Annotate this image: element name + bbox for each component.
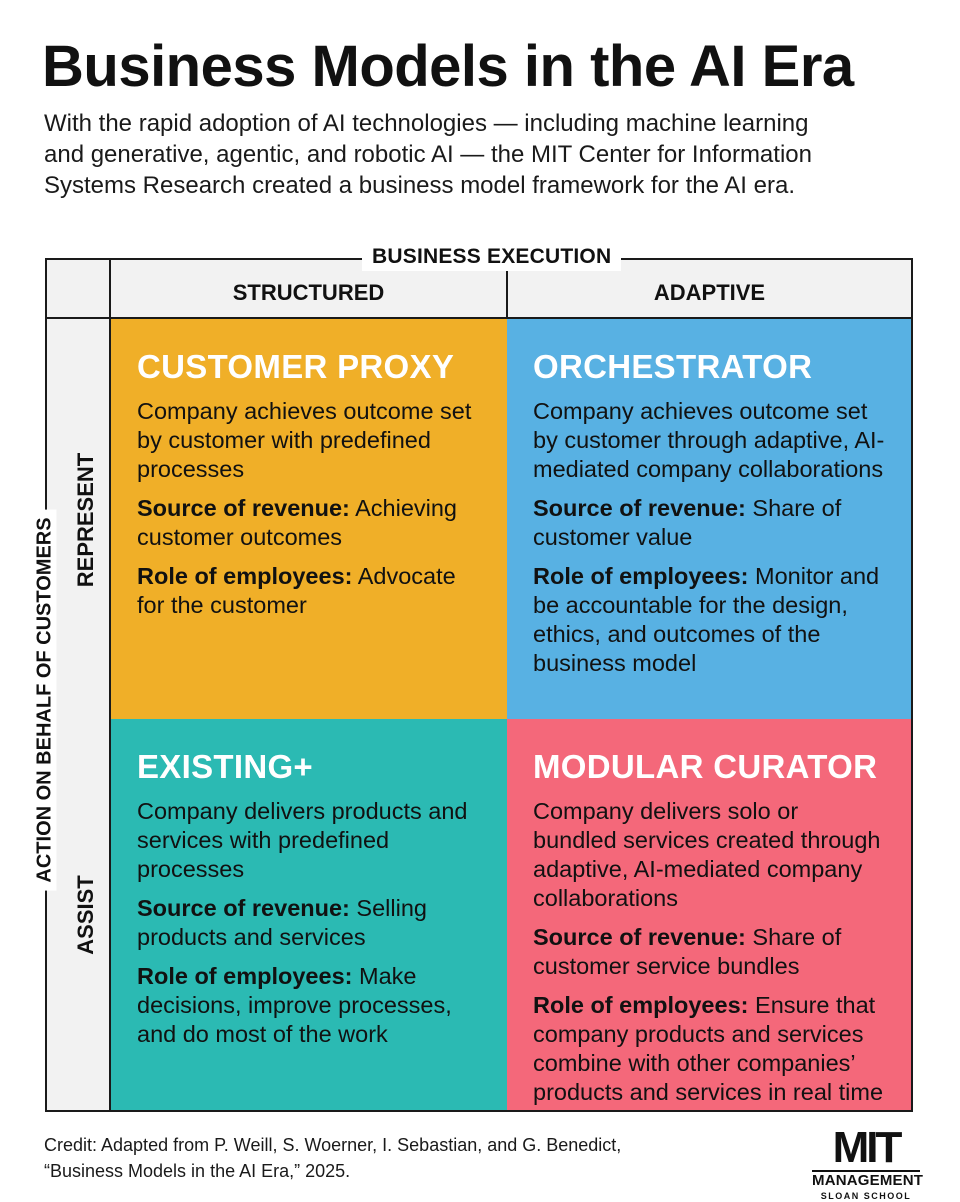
intro-line: Systems Research created a business model framework for the AI era. [44,172,795,199]
revenue-value: Share of customer service bundles [533,924,842,979]
revenue-value: Selling products and services [137,895,427,950]
quadrant-title: MODULAR CURATOR [533,748,878,785]
quadrant-employees [533,562,887,678]
quadrant-customer-proxy [111,319,507,719]
employees-value: Monitor and be accountable for the design, ethics, and outcomes of the business model [533,563,880,676]
quadrant-title: ORCHESTRATOR [533,348,813,385]
intro-line: With the rapid adoption of AI technologies — including machine learning [44,110,809,137]
revenue-label: Source of revenue: [533,924,746,950]
column-header-adaptive: ADAPTIVE [653,280,766,305]
revenue-value: Achieving customer outcomes [137,495,458,550]
mit-sloan-logo [812,1123,924,1202]
quadrant-description: Company delivers solo or bundled services created through adaptive, AI-mediated company collaborations [533,798,881,911]
x-axis-label: BUSINESS EXECUTION [362,243,621,271]
employees-label: Role of employees: [137,963,353,989]
employees-value: Ensure that company products and services combine with other companies’ products and services in real time [533,992,884,1105]
quadrant-description: Company achieves outcome set by customer through adaptive, AI-mediated company collaborations [533,398,885,482]
quadrant-description: Company achieves outcome set by customer with predefined processes [137,398,472,482]
quadrant-revenue [137,494,483,552]
employees-label: Role of employees: [137,563,353,589]
revenue-label: Source of revenue: [533,495,746,521]
quadrant-employees [533,991,887,1107]
column-header-structured: STRUCTURED [232,280,385,305]
quadrant-employees [137,962,483,1049]
credit-text [44,1132,621,1184]
row-header-assist-label: ASSIST [73,875,98,955]
y-axis-label-text: ACTION ON BEHALF OF CUSTOMERS [34,509,57,890]
quadrant-revenue [533,494,887,552]
logo-line-sloan: SLOAN SCHOOL [820,1191,912,1201]
employees-value: Advocate for the customer [137,563,456,618]
logo-line-management: MANAGEMENT [812,1172,924,1189]
row-header-represent-label: REPRESENT [73,452,98,588]
quadrant-revenue [533,923,887,981]
credit-line: “Business Models in the AI Era,” 2025. [44,1161,351,1181]
employees-label: Role of employees: [533,563,749,589]
revenue-value: Share of customer value [533,495,842,550]
revenue-label: Source of revenue: [137,495,350,521]
quadrant-title: CUSTOMER PROXY [137,348,455,385]
employees-label: Role of employees: [533,992,749,1018]
intro-text [44,108,924,201]
quadrant-title: EXISTING+ [137,748,313,785]
quadrant-orchestrator [507,319,911,719]
quadrant-description: Company delivers products and services with predefined processes [137,798,468,882]
revenue-label: Source of revenue: [137,895,350,921]
logo-mark: MIT [832,1123,900,1172]
page-title: Business Models in the AI Era [42,34,854,99]
quadrant-existing-plus [111,719,507,1110]
credit-line: Credit: Adapted from P. Weill, S. Woerner, I. Sebastian, and G. Benedict, [44,1135,622,1155]
intro-line: and generative, agentic, and robotic AI — the MIT Center for Information [44,141,812,168]
quadrant-modular-curator [507,719,911,1110]
quadrant-revenue [137,894,483,952]
quadrant-employees [137,562,483,620]
employees-value: Make decisions, improve processes, and do most of the work [137,963,452,1047]
